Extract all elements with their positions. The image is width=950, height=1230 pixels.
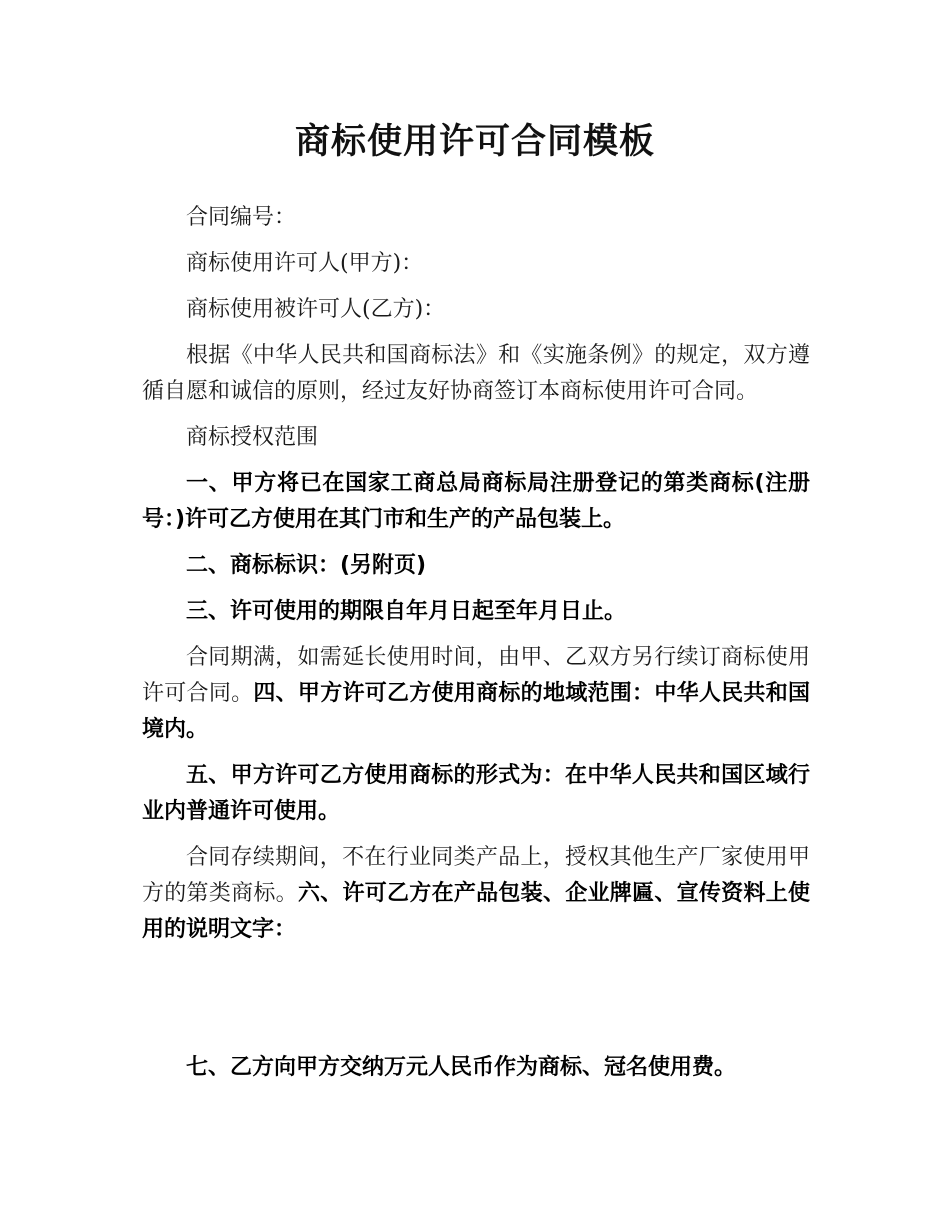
document-title: 商标使用许可合同模板 [294,122,655,162]
contract-number-line: 合同编号： [186,205,297,230]
clause-2: 二、商标标识：(另附页) [186,553,427,578]
preamble-paragraph: 根据《中华人民共和国商标法》和《实施条例》的规定，双方遵循自愿和诚信的原则，经过友好协商签订本商标使用许可合同。 [142,343,810,404]
exclusivity-paragraph [142,840,810,948]
licensor-line: 商标使用许可人(甲方)： [186,251,424,276]
clause-7: 七、乙方向甲方交纳万元人民币作为商标、冠名使用费。 [186,1055,737,1080]
blank-space [142,958,810,1050]
scope-heading: 商标授权范围 [186,425,319,450]
clause-6: 六、许可乙方在产品包装、企业牌匾、宣传资料上使用的说明文字： [142,881,810,942]
exclusivity-text: 合同存续期间，不在行业同类产品上，授权其他生产厂家使用甲方的第类商标。 [142,845,810,906]
clause-5: 五、甲方许可乙方使用商标的形式为：在中华人民共和国区域行业内普通许可使用。 [142,763,810,824]
renewal-paragraph [142,640,810,748]
clause-3: 三、许可使用的期限自年月日起至年月日止。 [186,599,627,624]
clause-4: 四、甲方许可乙方使用商标的地域范围：中华人民共和国境内。 [142,681,810,742]
clause-1: 一、甲方将已在国家工商总局商标局注册登记的第类商标(注册号：)许可乙方使用在其门市和生产的产品包装上。 [142,471,810,532]
licensee-line: 商标使用被许可人(乙方)： [186,297,446,322]
document-body [142,200,810,1096]
renewal-text: 合同期满，如需延长使用时间，由甲、乙双方另行续订商标使用许可合同。 [142,645,810,706]
